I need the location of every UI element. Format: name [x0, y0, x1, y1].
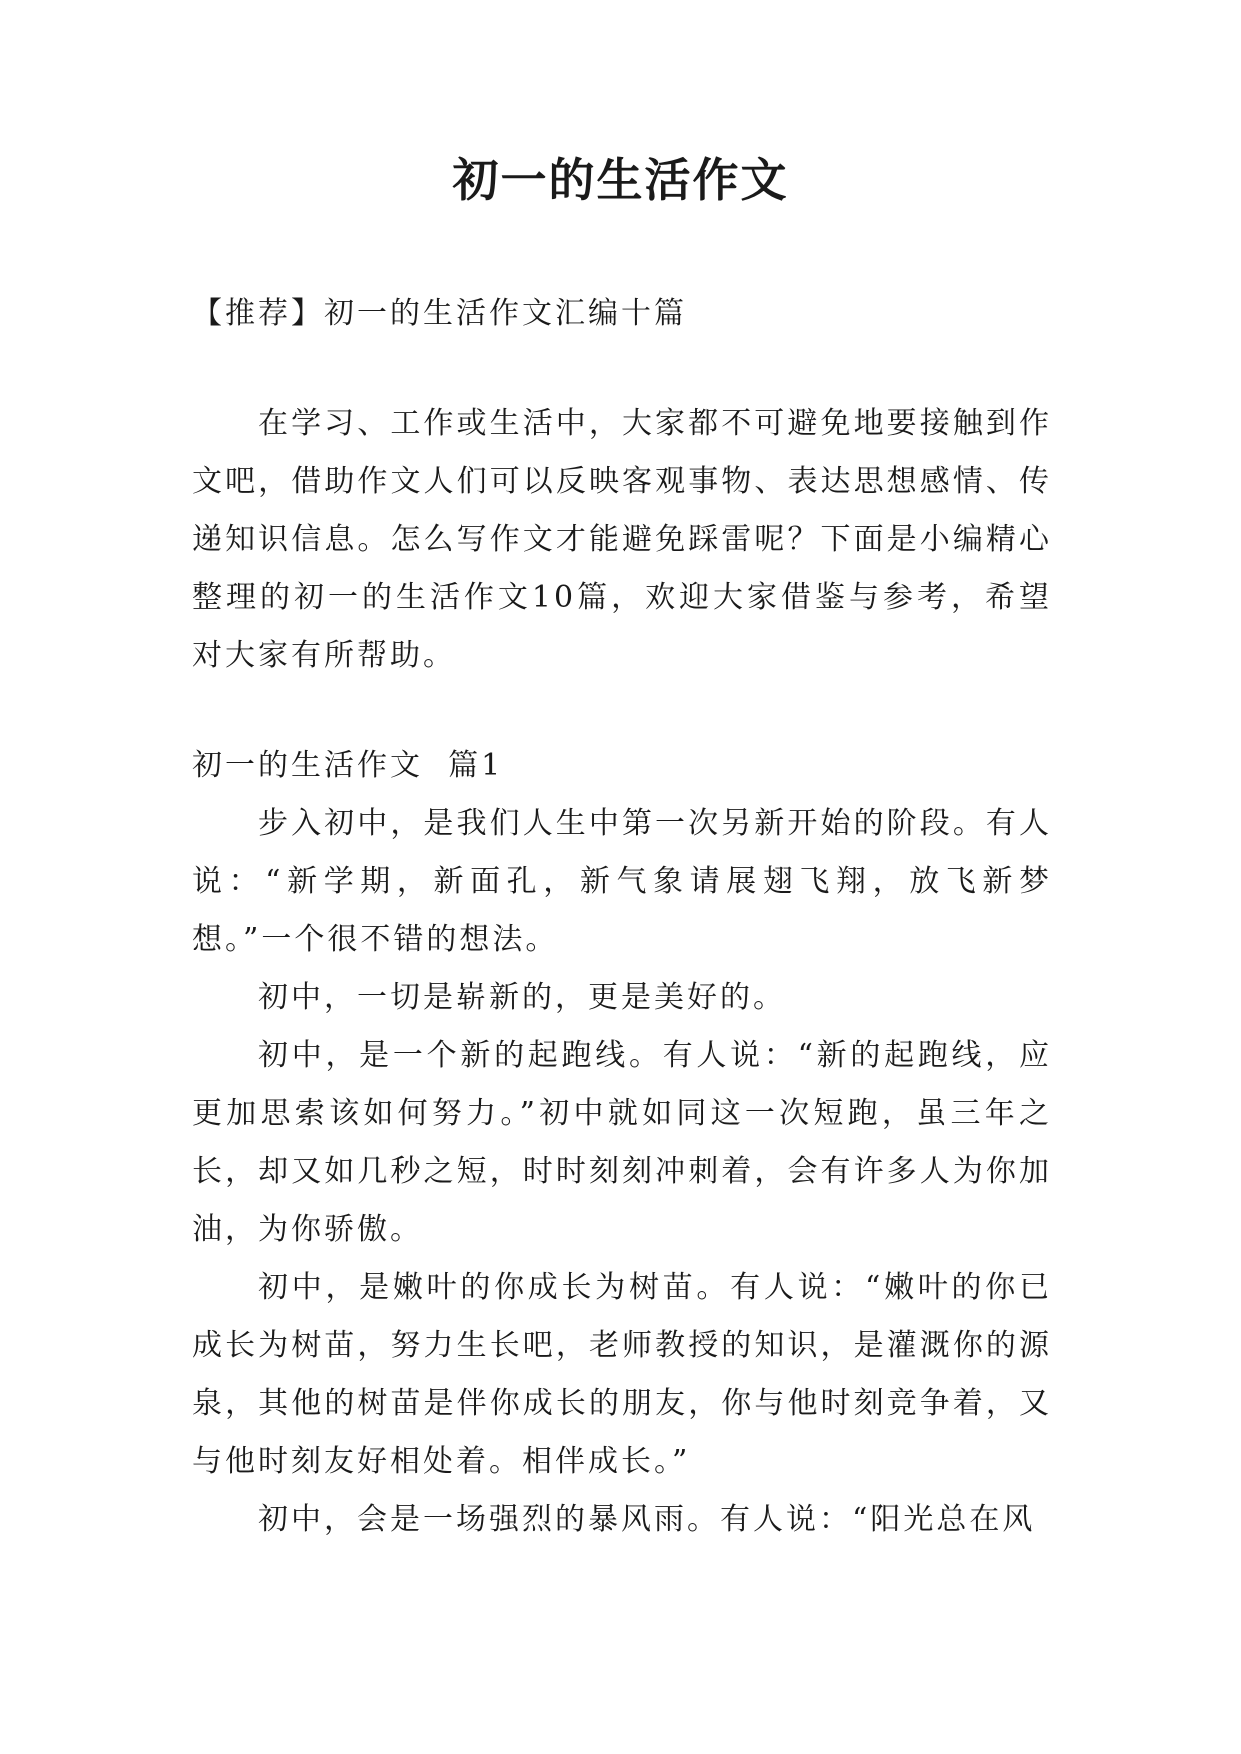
document-body	[192, 285, 1052, 1549]
body-paragraph: 步入初中，是我们人生中第一次另新开始的阶段。有人说：“新学期，新面孔，新气象请展翅飞翔，放飞新梦想。”一个很不错的想法。	[192, 806, 1052, 957]
intro-paragraph: 在学习、工作或生活中，大家都不可避免地要接触到作文吧，借助作文人们可以反映客观事物、表达思想感情、传递知识信息。怎么写作文才能避免踩雷呢？下面是小编精心整理的初一的生活作文10篇，欢迎大家借鉴与参考，希望对大家有所帮助。	[192, 406, 1052, 673]
section-heading: 初一的生活作文 篇1	[192, 748, 504, 783]
body-paragraph: 初中，是一个新的起跑线。有人说：“新的起跑线，应更加思索该如何努力。”初中就如同这一次短跑，虽三年之长，却又如几秒之短，时时刻刻冲刺着，会有许多人为你加油，为你骄傲。	[192, 1038, 1052, 1247]
body-paragraph: 初中，一切是崭新的，更是美好的。	[258, 980, 786, 1015]
body-paragraph: 初中，会是一场强烈的暴风雨。有人说：“阳光总在风	[258, 1502, 1036, 1537]
document-title: 初一的生活作文	[452, 153, 789, 207]
body-paragraph: 初中，是嫩叶的你成长为树苗。有人说：“嫩叶的你已成长为树苗，努力生长吧，老师教授的知识，是灌溉你的源泉，其他的树苗是伴你成长的朋友，你与他时刻竞争着，又与他时刻友好相处着。相伴成长。”	[192, 1270, 1052, 1479]
document-subtitle: 【推荐】初一的生活作文汇编十篇	[192, 296, 687, 331]
